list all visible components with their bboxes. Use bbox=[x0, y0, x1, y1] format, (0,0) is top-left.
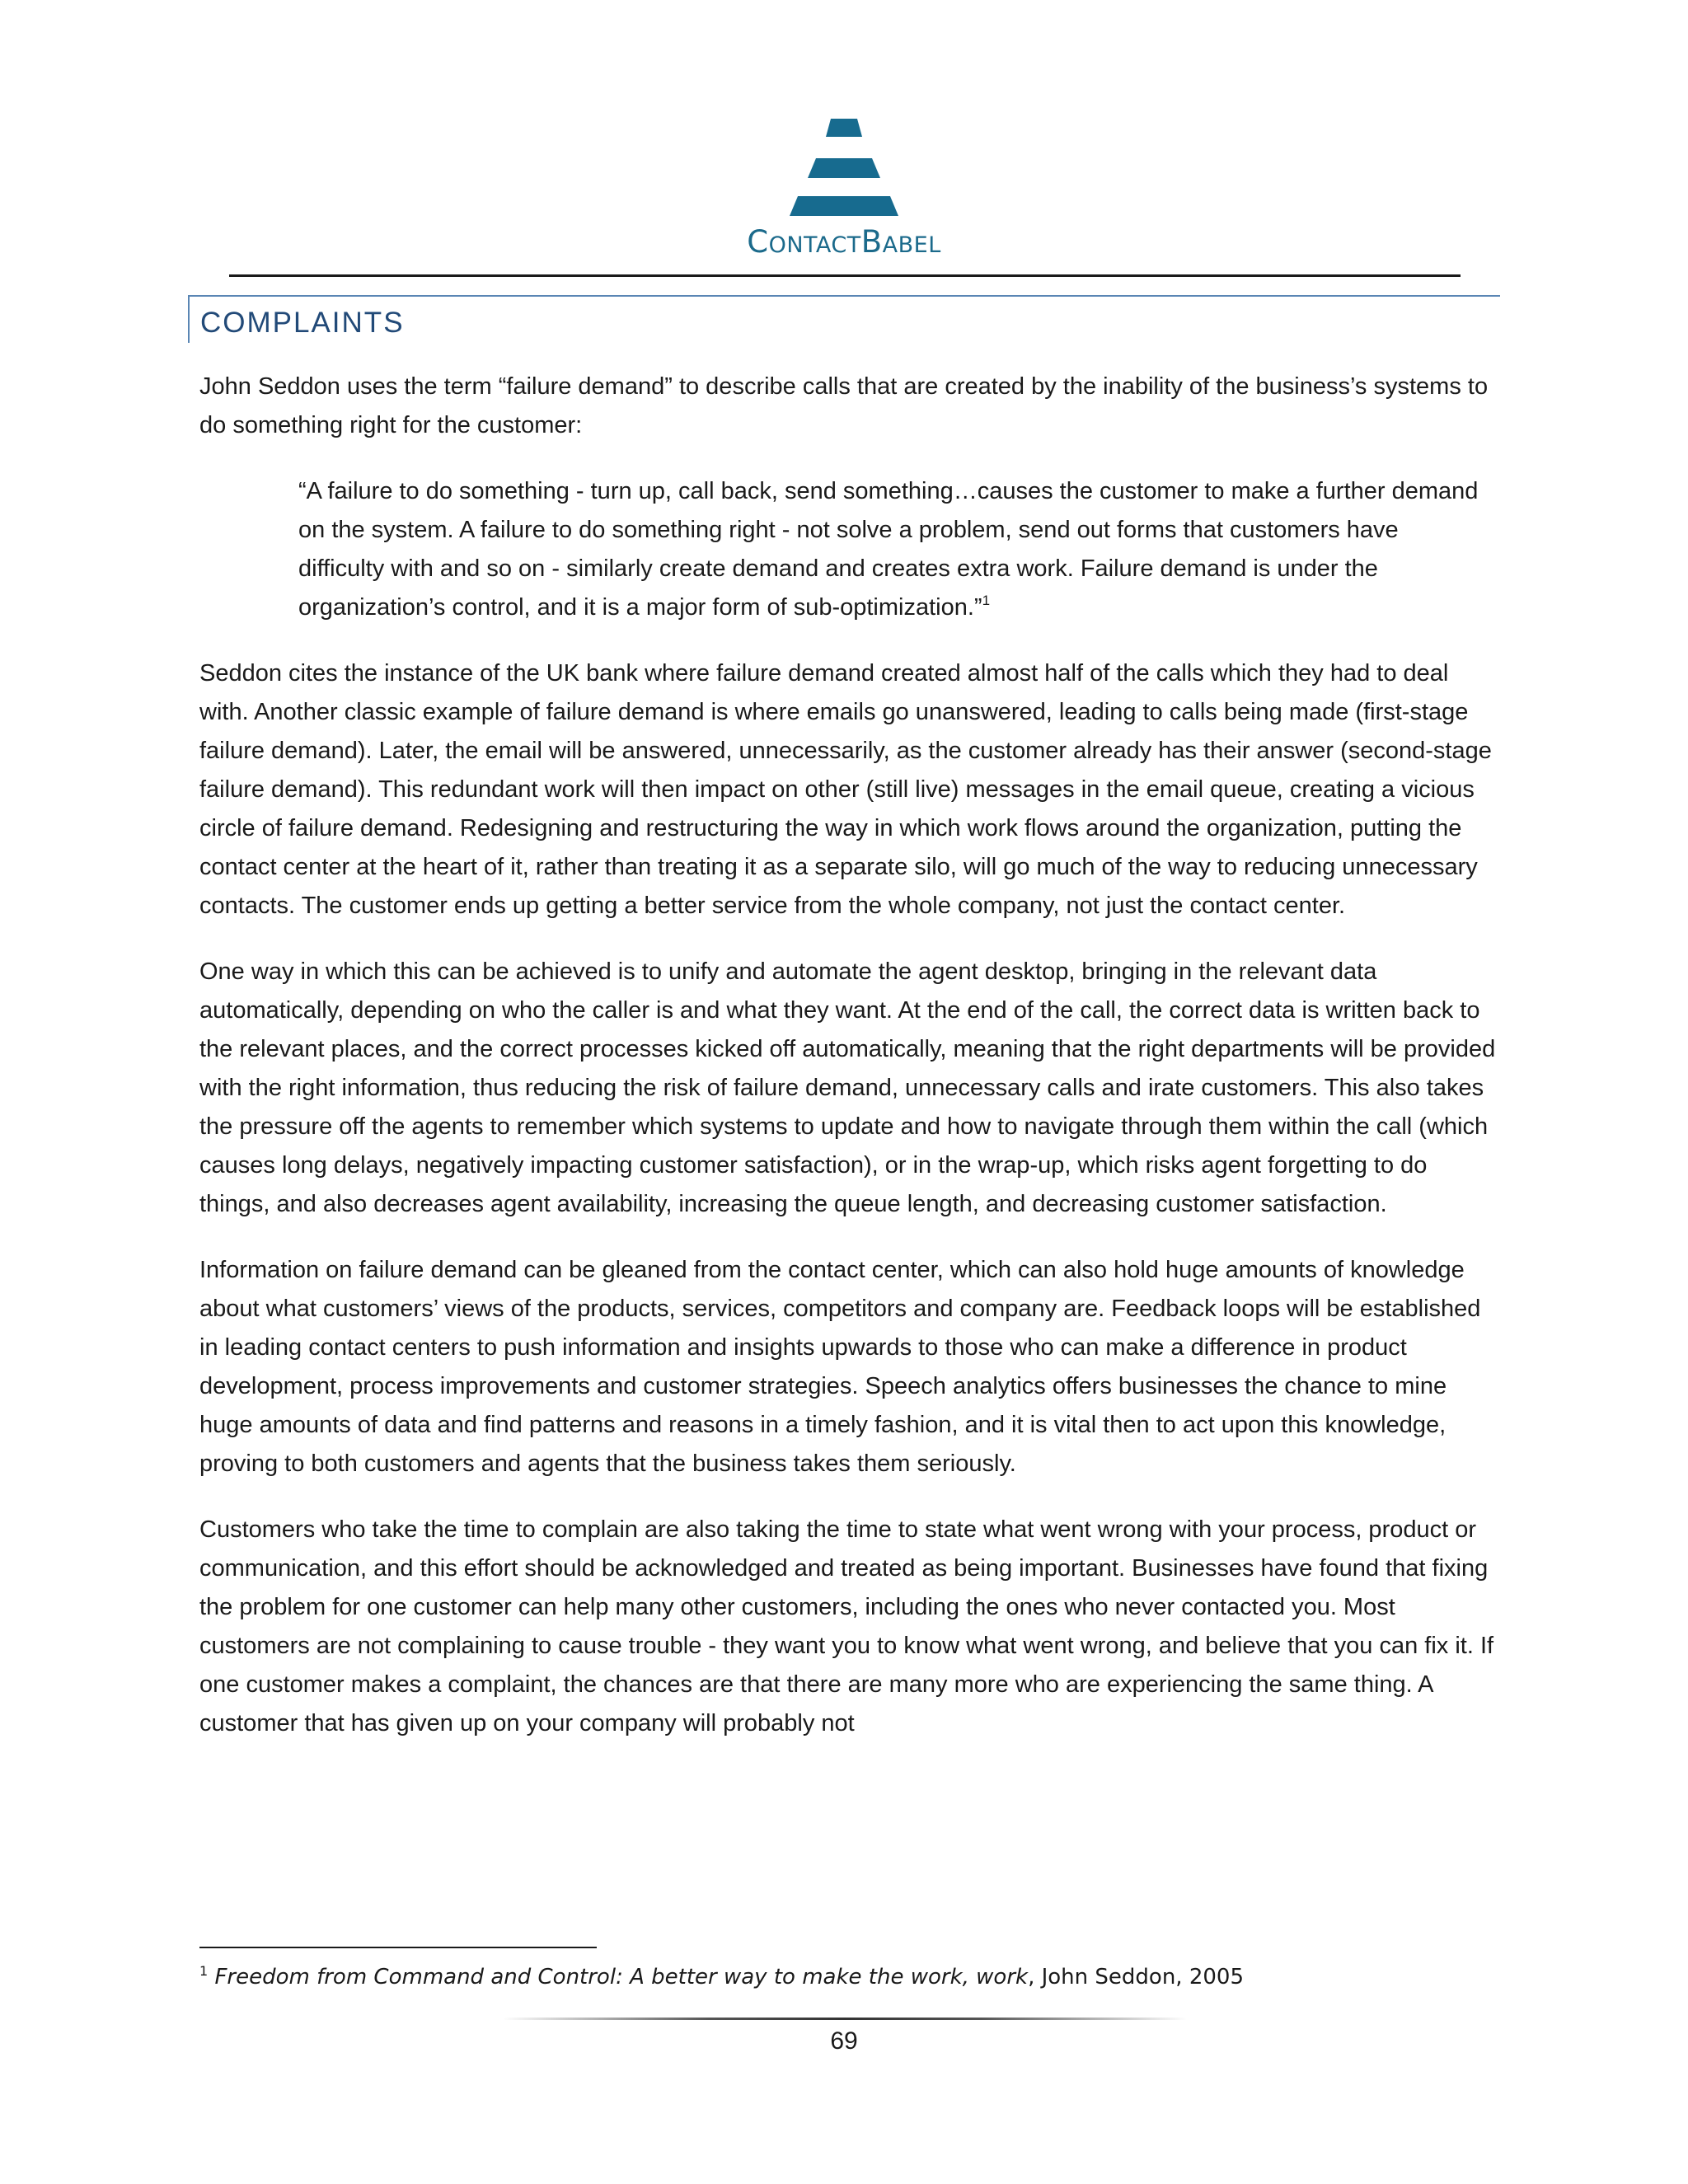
paragraph-4: Information on failure demand can be gleaned from the contact center, which can also hold huge amounts of knowledge about what customers’ views of the products, services, competitors and company are. Feedback loops will be established in leading contact centers to push information and insights upwards to those who can make a difference in product development, process improvements and customer strategies. Speech analytics offers businesses the chance to mine huge amounts of data and find patterns and reasons in a timely fashion, and it is vital then to act upon this knowledge, proving to both customers and agents that the business takes them seriously. bbox=[199, 1257, 1481, 1477]
footnote bbox=[199, 1961, 1502, 1993]
footnote-title: Freedom from Command and Control: A better way to make the work, work bbox=[214, 1965, 1029, 1990]
quote-text: “A failure to do something - turn up, call back, send something…causes the customer to make a further demand on the system. A failure to do something right - not solve a problem, send out forms that customers have difficulty with and so on - similarly create demand and creates extra work. Failure demand is under the organization’s control, and it is a major form of sub-optimization.” bbox=[298, 478, 1479, 621]
pyramid-logo-icon bbox=[765, 114, 923, 219]
body-text bbox=[199, 368, 1502, 1770]
footnote-reference[interactable]: 1 bbox=[982, 593, 991, 608]
block-quote bbox=[298, 472, 1485, 627]
footnote-divider bbox=[199, 1947, 597, 1948]
contactbabel-logo bbox=[0, 114, 1688, 260]
logo-letter-c: C bbox=[747, 224, 769, 260]
logo-wordmark bbox=[0, 224, 1688, 260]
header-divider bbox=[229, 274, 1461, 277]
page-number: 69 bbox=[830, 2027, 858, 2055]
logo-word-ontact: ONTACT bbox=[768, 232, 861, 258]
paragraph-1: John Seddon uses the term “failure demand” to describe calls that are created by the inability of the business’s systems to do something right for the customer: bbox=[199, 373, 1489, 438]
section-title: COMPLAINTS bbox=[200, 307, 405, 339]
logo-letter-b: B bbox=[860, 224, 883, 260]
logo-word-abel: ABEL bbox=[882, 232, 941, 258]
paragraph-2: Seddon cites the instance of the UK bank where failure demand created almost half of the calls which they had to deal with. Another classic example of failure demand is where emails go unanswered, leading to calls being made (first-stage failure demand). Later, the email will be answered, unnecessarily, as the customer already has their answer (second-stage failure demand). This redundant work will then impact on other (still live) messages in the email queue, creating a vicious circle of failure demand. Redesigning and restructuring the way in which work flows around the organization, putting the contact center at the heart of it, rather than treating it as a separate silo, will go much of the way to reducing unnecessary contacts. The customer ends up getting a better service from the whole company, not just the contact center. bbox=[199, 660, 1492, 919]
paragraph-5: Customers who take the time to complain are also taking the time to state what went wrong with your process, product or communication, and this effort should be acknowledged and treated as being important. Businesses have found that fixing the problem for one customer can help many other customers, including the ones who never contacted you. Most customers are not complaining to cause trouble - they want you to know what went wrong, and believe that you can fix it. If one customer makes a complaint, the chances are that there are many more who are experiencing the same thing. A customer that has given up on your company will probably not bbox=[199, 1516, 1494, 1736]
footnote-citation: , John Seddon, 2005 bbox=[1028, 1965, 1244, 1990]
paragraph-3: One way in which this can be achieved is to unify and automate the agent desktop, bringing in the relevant data automatically, depending on who the caller is and what they want. At the end of the call, the correct data is written back to the relevant places, and the correct processes kicked off automatically, meaning that the right departments will be provided with the right information, thus reducing the risk of failure demand, unnecessary calls and irate customers. This also takes the pressure off the agents to remember which systems to update and how to navigate through them within the call (which causes long delays, negatively impacting customer satisfaction), or in the wrap-up, which risks agent forgetting to do things, and also decreases agent availability, increasing the queue length, and decreasing customer satisfaction. bbox=[199, 958, 1496, 1217]
footer-divider bbox=[503, 2018, 1187, 2020]
section-heading-box bbox=[188, 295, 1500, 343]
footnote-number: 1 bbox=[199, 1963, 209, 1979]
